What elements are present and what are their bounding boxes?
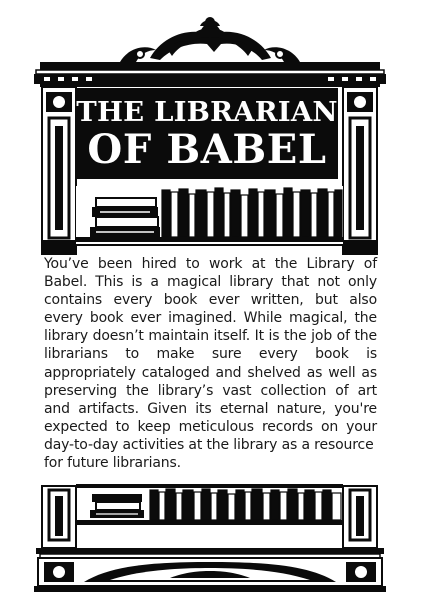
left-column — [42, 87, 76, 255]
book-spines — [162, 188, 342, 237]
bottom-book-shelf — [76, 484, 343, 525]
bookcase-bottom-illustration — [0, 482, 421, 595]
title-plate — [76, 88, 338, 179]
book-shelf — [76, 186, 343, 246]
intro-paragraph — [44, 255, 377, 472]
bookcase-base — [34, 548, 386, 592]
intro-body: You’ve been hired to work at the Library of Babel. This is a magical library that not only contains every book ever written, but also every book ever imagined. While magical, the library doesn’t maintain itself. It is the job of the librarians to make sure every book is appropriately cataloged and shelved as well as preserving the library’s vast collection of art and artifacts. Given its eternal nature, you're expected to keep meticulous records on your day-to-day activities at the library as a resource — [44, 256, 377, 453]
bottom-book-spines — [150, 489, 341, 520]
intro-last-line: for future librarians. — [44, 455, 181, 472]
bottom-right-column — [343, 486, 377, 548]
bottom-left-column — [42, 486, 76, 548]
cornice — [34, 62, 386, 87]
page-title-line-2: OF BABEL — [87, 125, 327, 173]
page-title-line-1: THE LIBRARIAN — [76, 95, 338, 128]
right-column — [343, 87, 377, 255]
book-stack — [90, 198, 160, 237]
bottom-book-stack — [90, 494, 144, 518]
crest-ornament — [120, 17, 300, 62]
